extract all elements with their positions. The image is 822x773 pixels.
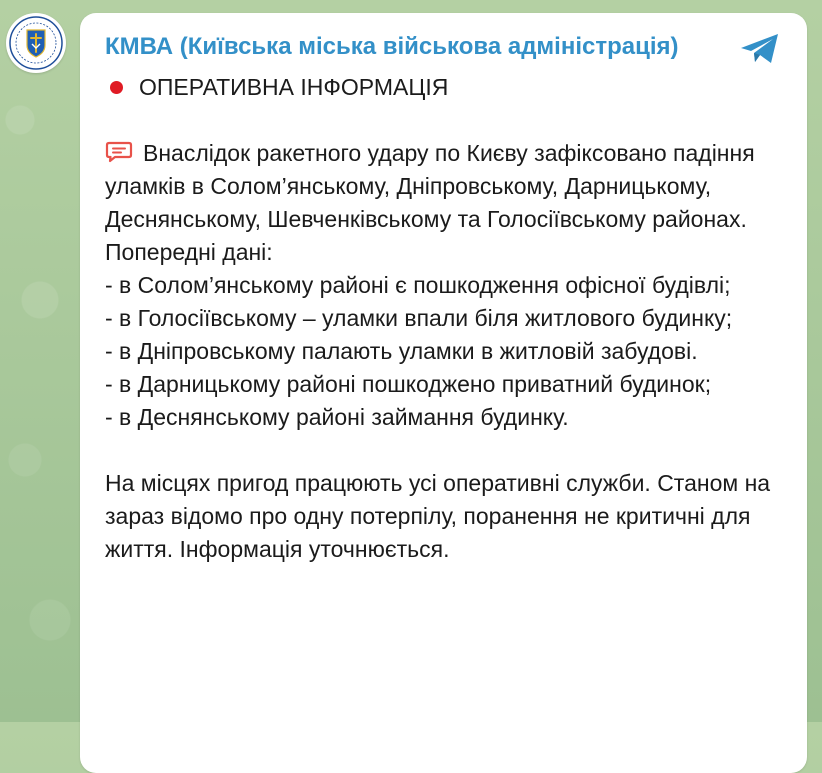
intro-paragraph	[105, 137, 785, 269]
telegram-share-icon[interactable]	[738, 32, 782, 66]
message-text	[105, 71, 785, 566]
message-bubble	[80, 13, 807, 773]
footer-paragraph: На місцях пригод працюють усі оперативні служби. Станом на зараз відомо про одну потерпілу, поранення не критичні для життя. Інформація уточнюється.	[105, 470, 771, 562]
alert-header: ОПЕРАТИВНА ІНФОРМАЦІЯ	[139, 74, 449, 100]
list-item: - в Дніпровському палають уламки в житловій забудові.	[105, 338, 698, 364]
list-item: - в Солом’янському районі є пошкодження офісної будівлі;	[105, 272, 731, 298]
speech-bubble-icon	[105, 140, 133, 164]
list-item: - в Деснянському районі займання будинку.	[105, 404, 569, 430]
alert-header-line	[105, 71, 785, 104]
kyiv-coat-of-arms-icon	[6, 13, 66, 73]
list-item: - в Дарницькому районі пошкоджено приватний будинок;	[105, 371, 712, 397]
channel-avatar[interactable]	[6, 13, 66, 73]
channel-name[interactable]: КМВА (Київська міська військова адміністрація)	[105, 33, 679, 60]
intro-text: Внаслідок ракетного удару по Києву зафіксовано падіння уламків в Солом’янському, Дніпровському, Дарницькому, Деснянському, Шевченківському та Голосіївському районах. Попередні дані:	[105, 140, 755, 265]
list-item: - в Голосіївському – уламки впали біля житлового будинку;	[105, 305, 733, 331]
red-circle-icon	[110, 81, 123, 94]
